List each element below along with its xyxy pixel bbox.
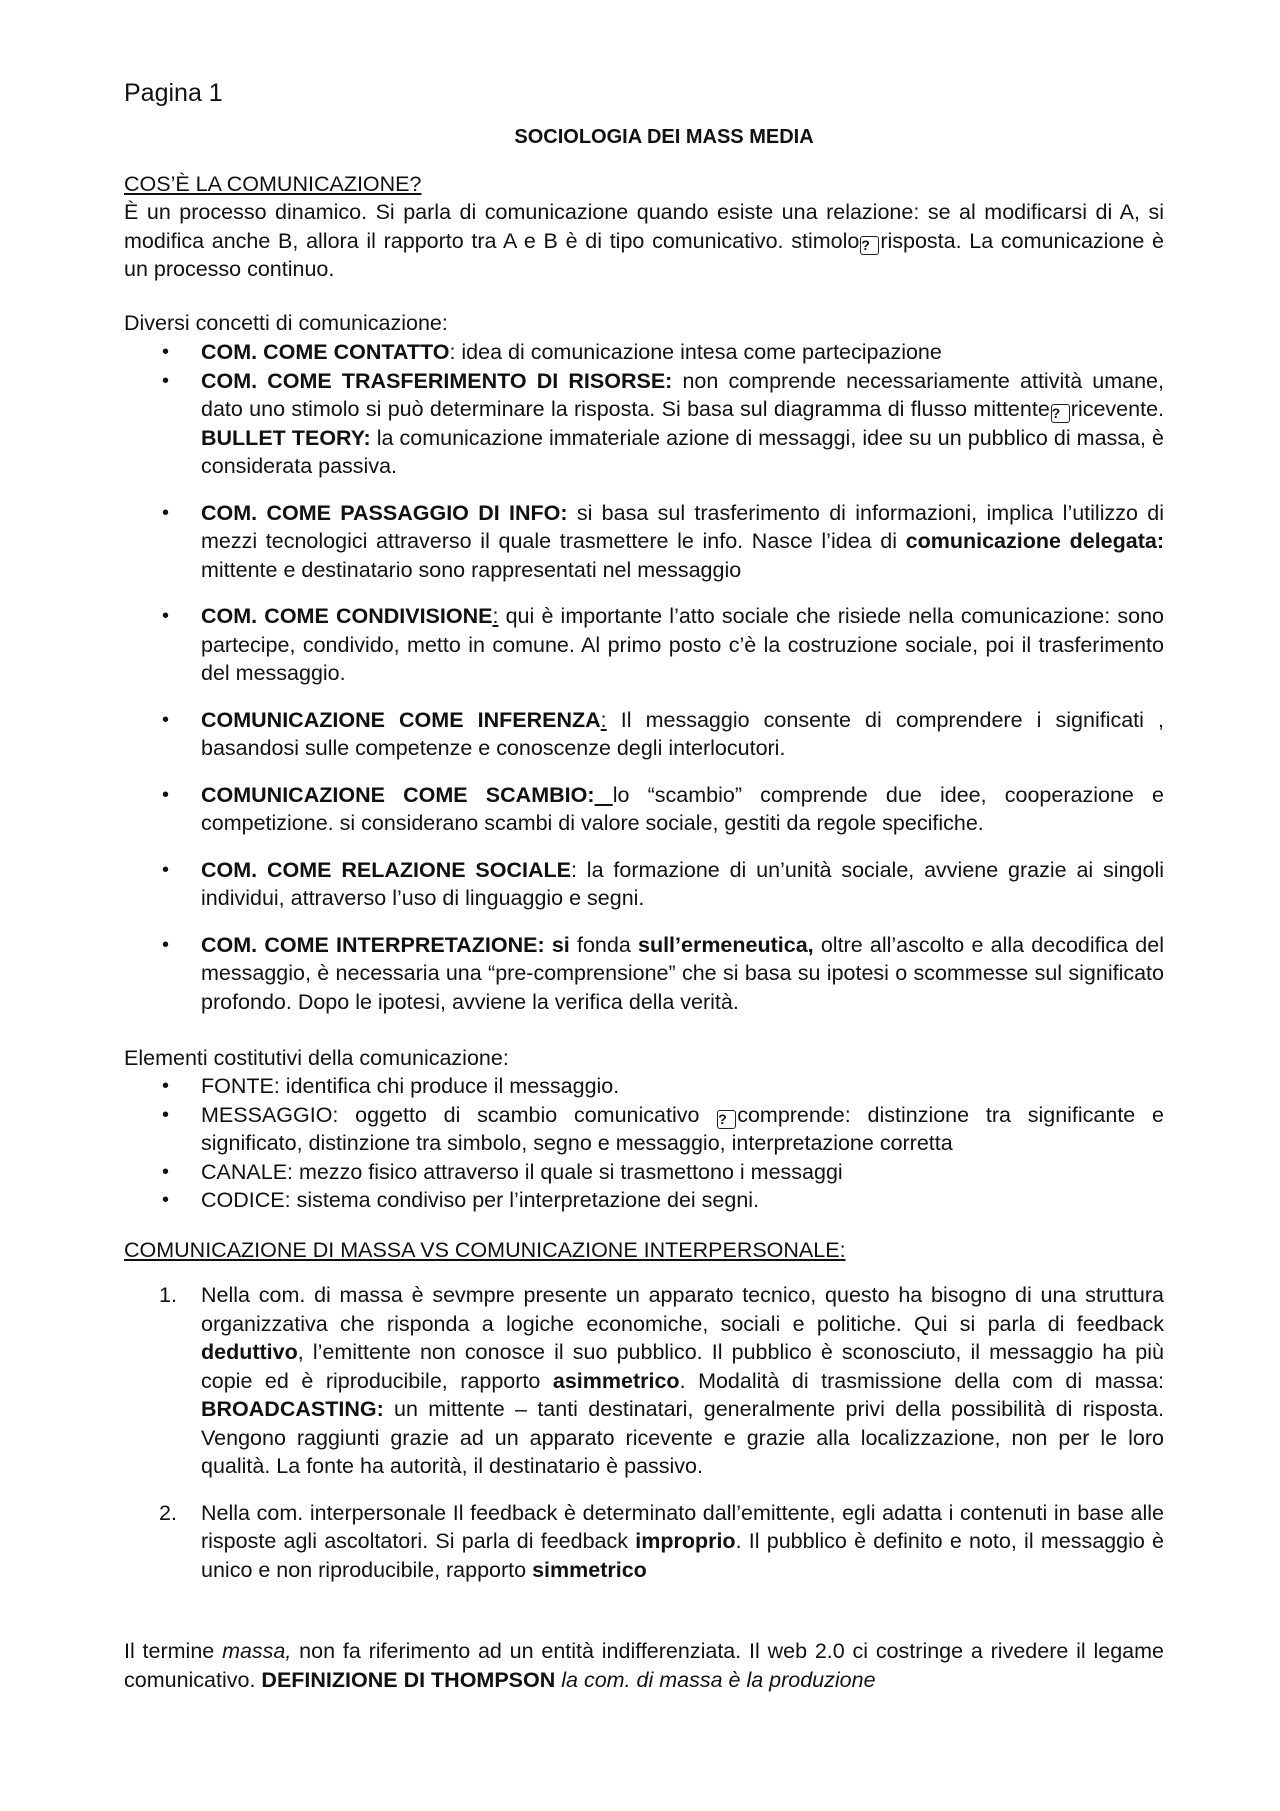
list-item: • COM. COME PASSAGGIO DI INFO: si basa sul trasferimento di informazioni, implica l’utilizzo di mezzi tecnologici attraverso il quale trasmettere le info. Nasce l’idea di comunicazione delegata: mittente e destinatario sono rappresentati nel messaggio [162,500,1165,582]
numbered-list [124,1281,1164,1584]
list-item: • COMUNICAZIONE COME SCAMBIO: lo “scambio” comprende due idee, cooperazione e competizione. si considerano scambi di valore sociale, gestiti da regole specifiche. [162,782,1164,835]
list-item: • COM. COME INTERPRETAZIONE: si fonda sull’ermeneutica, oltre all’ascolto e alla decodifica del messaggio, è necessaria una “pre-comprensione” che si basa su ipotesi o scommesse sul significato profondo. Dopo le ipotesi, avviene la verifica della verità. [162,932,1164,1014]
list-item: 1. Nella com. di massa è sevmpre presente un apparato tecnico, questo ha bisogno di una struttura organizzativa che risponda a logiche economiche, sociali e politiche. Qui si parla di feedback deduttivo, l’emittente non conosce il suo pubblico. Il pubblico è sconosciuto, il messaggio ha più copie ed è riproducibile, rapporto asimmetrico. Modalità di trasmissione della com di massa: BROADCASTING: un mittente – tanti destinatari, generalmente privi della possibilità di risposta. Vengono raggiunti grazie ad un apparato ricevente e grazie alla localizzazione, non per le loro qualità. La fonte ha autorità, il destinatario è passivo. [159,1283,1164,1478]
list-item: • FONTE: identifica chi produce il messaggio. [162,1074,620,1098]
document-title: SOCIOLOGIA DEI MASS MEDIA [514,126,814,148]
list-item: 2. Nella com. interpersonale Il feedback è determinato dall’emittente, egli adatta i contenuti in base alle risposte agli ascoltatori. Si parla di feedback improprio. Il pubblico è definito e noto, il messaggio è unico e non riproducibile, rapporto simmetrico [159,1500,1164,1582]
list-item: • COM. COME TRASFERIMENTO DI RISORSE: non comprende necessariamente attività umane, dato uno stimolo si può determinare la risposta. Si basa sul diagramma di flusso mittente? ricevente. BULLET TEORY: la comunicazione immateriale azione di messaggi, idee su un pubblico di massa, è considerata passiva. [124,367,1164,481]
list-item: • COM. COME CONTATTO: idea di comunicazione intesa come partecipazione [162,340,942,364]
concepts-intro: Diversi concetti di comunicazione: [124,311,448,335]
list-item: • MESSAGGIO: oggetto di scambio comunicativo ?comprende: distinzione tra significante e significato, distinzione tra simbolo, segno e messaggio, interpretazione corretta [124,1101,1164,1158]
paragraph-definition: È un processo dinamico. Si parla di comunicazione quando esiste una relazione: se al modificarsi di A, si modifica anche B, allora il rapporto tra A e B è di tipo comunicativo. stimolo? risposta. La comunicazione è un processo continuo. [124,198,1164,284]
question-box-icon [717,1110,736,1129]
elements-list [124,1072,1164,1215]
list-item: • COM. COME RELAZIONE SOCIALE: la formazione di un’unità sociale, avviene grazie ai singoli individui, attraverso l’uso di linguaggio e segni. [162,857,1165,910]
elements-intro: Elementi costitutivi della comunicazione: [124,1046,509,1070]
closing-paragraph: Il termine massa, non fa riferimento ad un entità indifferenziata. Il web 2.0 ci costringe a rivedere il legame comunicativo. DEFINIZIONE DI THOMPSON la com. di massa è la produzione [124,1639,1165,1692]
list-item: • COMUNICAZIONE COME INFERENZA: Il messaggio consente di comprendere i significati , basandosi sulle competenze e conoscenze degli interlocutori. [162,707,1165,760]
concepts-list [124,338,1164,1016]
question-box-icon [860,236,879,255]
section-heading-communication: COS’È LA COMUNICAZIONE? [124,172,422,196]
list-item: • CANALE: mezzo fisico attraverso il quale si trasmettono i messaggi [162,1159,843,1184]
question-box-icon [1051,404,1070,423]
list-item: • CODICE: sistema condiviso per l’interpretazione dei segni. [162,1188,760,1212]
section-heading-mass-vs-interpersonal: COMUNICAZIONE DI MASSA VS COMUNICAZIONE INTERPERSONALE: [124,1238,846,1262]
page-label: Pagina 1 [124,79,223,107]
list-item: • COM. COME CONDIVISIONE: qui è importante l’atto sociale che risiede nella comunicazione: sono partecipe, condivido, metto in comune. Al primo posto c’è la costruzione sociale, poi il trasferimento del messaggio. [162,604,1165,685]
